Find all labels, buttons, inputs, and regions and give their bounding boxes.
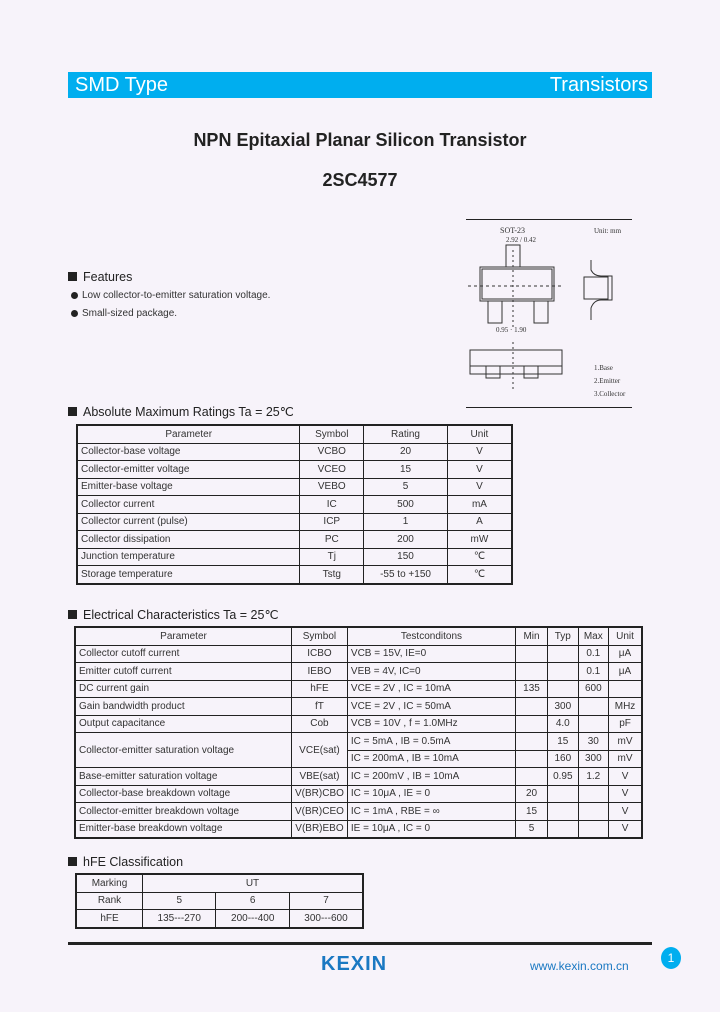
- header-right: Transistors: [549, 74, 648, 96]
- table-row: Collector-base breakdown voltage V(BR)CBO IC = 10μA , IE = 0 20 V: [75, 785, 642, 803]
- table-row: Output capacitance Cob VCB = 10V , f = 1.0MHz 4.0 pF: [75, 715, 642, 733]
- square-bullet-icon: [68, 610, 77, 619]
- table-row: IC = 200mA , IB = 10mA 160 300 mV: [75, 750, 642, 768]
- part-number: 2SC4577: [322, 170, 398, 190]
- svg-text:3.Collector: 3.Collector: [594, 390, 626, 398]
- elec-heading: Electrical Characteristics Ta = 25℃: [68, 607, 278, 622]
- package-drawing: [466, 219, 632, 408]
- table-row: Rank 5 6 7: [76, 892, 363, 910]
- hfe-table: [75, 873, 364, 929]
- bullet-icon: [71, 292, 78, 299]
- bullet-icon: [71, 310, 78, 317]
- svg-text:2.Emitter: 2.Emitter: [594, 377, 621, 385]
- table-row: Collector current IC 500 mA: [77, 496, 512, 514]
- table-row: hFE 135---270 200---400 300---600: [76, 910, 363, 928]
- feature-item: Low collector-to-emitter saturation voltage.: [71, 290, 270, 301]
- table-row: Emitter cutoff current IEBO VEB = 4V, IC=0 0.1 μA: [75, 663, 642, 681]
- table-row: Storage temperature Tstg -55 to +150 ℃: [77, 566, 512, 584]
- table-row: Emitter-base voltage VEBO 5 V: [77, 478, 512, 496]
- kexin-logo: KEXIN: [321, 953, 388, 975]
- table-row: Collector-emitter saturation voltage VCE(sat) IC = 5mA , IB = 0.5mA 15 30 mV: [75, 733, 642, 751]
- table-row: Emitter-base breakdown voltage V(BR)EBO IE = 10μA , IC = 0 5 V: [75, 820, 642, 838]
- svg-text:0.95 · 1.90: 0.95 · 1.90: [496, 326, 527, 334]
- table-row: Collector-emitter voltage VCEO 15 V: [77, 461, 512, 479]
- square-bullet-icon: [68, 407, 77, 416]
- table-row: Gain bandwidth product fT VCE = 2V , IC = 50mA 300 MHz: [75, 698, 642, 716]
- table-row: Collector dissipation PC 200 mW: [77, 531, 512, 549]
- table-row: Collector-emitter breakdown voltage V(BR)CEO IC = 1mA , RBE = ∞ 15 V: [75, 803, 642, 821]
- table-header-row: Parameter Symbol Testconditons Min Typ Max Unit: [75, 627, 642, 645]
- svg-text:1.Base: 1.Base: [594, 364, 613, 372]
- page-number-badge: 1: [661, 947, 681, 969]
- header-banner: [68, 72, 652, 98]
- doc-title: NPN Epitaxial Planar Silicon Transistor: [193, 130, 527, 150]
- sot23-outline-icon: [466, 220, 632, 407]
- table-row: Junction temperature Tj 150 ℃: [77, 548, 512, 566]
- svg-text:Unit: mm: Unit: mm: [594, 227, 622, 235]
- table-header-row: Parameter Symbol Rating Unit: [77, 425, 512, 443]
- table-row: DC current gain hFE VCE = 2V , IC = 10mA 135 600: [75, 680, 642, 698]
- abs-max-heading: Absolute Maximum Ratings Ta = 25℃: [68, 404, 294, 419]
- website-link[interactable]: www.kexin.com.cn: [530, 959, 629, 973]
- abs-max-table: [76, 424, 513, 585]
- svg-text:SOT-23: SOT-23: [500, 226, 526, 235]
- table-row: Marking UT: [76, 874, 363, 892]
- header-left: SMD Type: [75, 74, 168, 96]
- hfe-heading: hFE Classification: [68, 855, 183, 869]
- table-row: Collector cutoff current ICBO VCB = 15V, IE=0 0.1 μA: [75, 645, 642, 663]
- square-bullet-icon: [68, 857, 77, 866]
- table-row: Collector-base voltage VCBO 20 V: [77, 443, 512, 461]
- footer-divider: [68, 942, 652, 945]
- svg-text:2.92 / 0.42: 2.92 / 0.42: [506, 236, 536, 244]
- table-row: Base-emitter saturation voltage VBE(sat) IC = 200mV , IB = 10mA 0.95 1.2 V: [75, 768, 642, 786]
- feature-item: Small-sized package.: [71, 308, 177, 319]
- elec-table: [74, 626, 643, 839]
- table-row: Collector current (pulse) ICP 1 A: [77, 513, 512, 531]
- square-bullet-icon: [68, 272, 77, 281]
- features-heading: Features: [68, 270, 132, 284]
